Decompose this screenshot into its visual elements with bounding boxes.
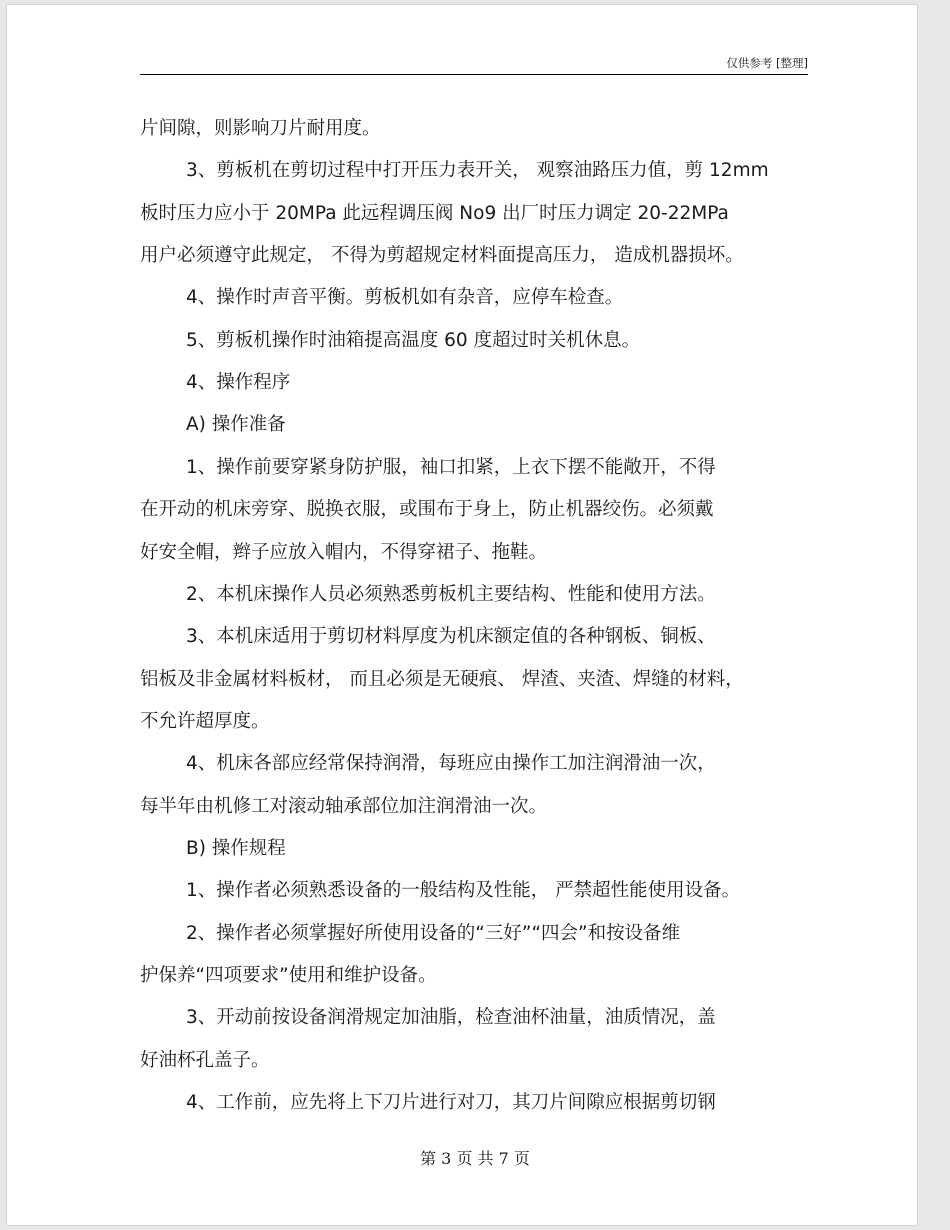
text-line: 用户必须遵守此规定， 不得为剪超规定材料面提高压力， 造成机器损坏。 [140,245,744,267]
page-header [140,54,808,75]
document-page [6,4,918,1226]
text-line: 护保养“四项要求”使用和维护设备。 [140,965,437,986]
text-line: A) 操作准备 [186,414,286,436]
text-line: 2、本机床操作人员必须熟悉剪板机主要结构、性能和使用方法。 [186,583,716,605]
text-line: 铝板及非金属材料板材， 而且必须是无硬痕、 焊渣、夹渣、焊缝的材料， [140,668,744,690]
text-line: 4、操作程序 [186,372,291,394]
text-line: 好油杯孔盖子。 [140,1049,270,1071]
text-line: 3、剪板机在剪切过程中打开压力表开关， 观察油路压力值，剪 12mm [186,160,769,182]
page-footer: 第 3 页 共 7 页 [420,1149,530,1168]
text-line: 1、操作前要穿紧身防护服，袖口扣紧，上衣下摆不能敞开，不得 [186,456,716,478]
text-line: 板时压力应小于 20MPa 此远程调压阀 No9 出厂时压力调定 20-22MPa [140,202,729,224]
header-note: 仅供参考 [整理] [726,56,808,70]
text-line: 4、工作前，应先将上下刀片进行对刀，其刀片间隙应根据剪切钢 [186,1092,716,1114]
text-line: 在开动的机床旁穿、脱换衣服，或围布于身上，防止机器绞伤。必须戴 [140,499,714,521]
text-line: 好安全帽，辫子应放入帽内，不得穿裙子、拖鞋。 [140,541,548,563]
text-line: 片间隙，则影响刀片耐用度。 [140,118,381,139]
text-line: 1、操作者必须熟悉设备的一般结构及性能， 严禁超性能使用设备。 [186,880,741,902]
text-line: 3、本机床适用于剪切材料厚度为机床额定值的各种钢板、铜板、 [186,626,716,648]
text-line: 5、剪板机操作时油箱提高温度 60 度超过时关机休息。 [186,329,641,351]
text-line: 4、操作时声音平衡。剪板机如有杂音，应停车检查。 [186,287,624,309]
text-line: 3、开动前按设备润滑规定加油脂，检查油杯油量，油质情况，盖 [186,1007,716,1029]
text-line: 不允许超厚度。 [140,710,270,732]
text-line: 4、机床各部应经常保持润滑，每班应由操作工加注润滑油一次， [186,753,716,775]
text-line: 每半年由机修工对滚动轴承部位加注润滑油一次。 [140,795,548,817]
text-line: B) 操作规程 [186,837,286,859]
text-line: 2、操作者必须掌握好所使用设备的“三好”“四会”和按设备维 [186,922,681,944]
